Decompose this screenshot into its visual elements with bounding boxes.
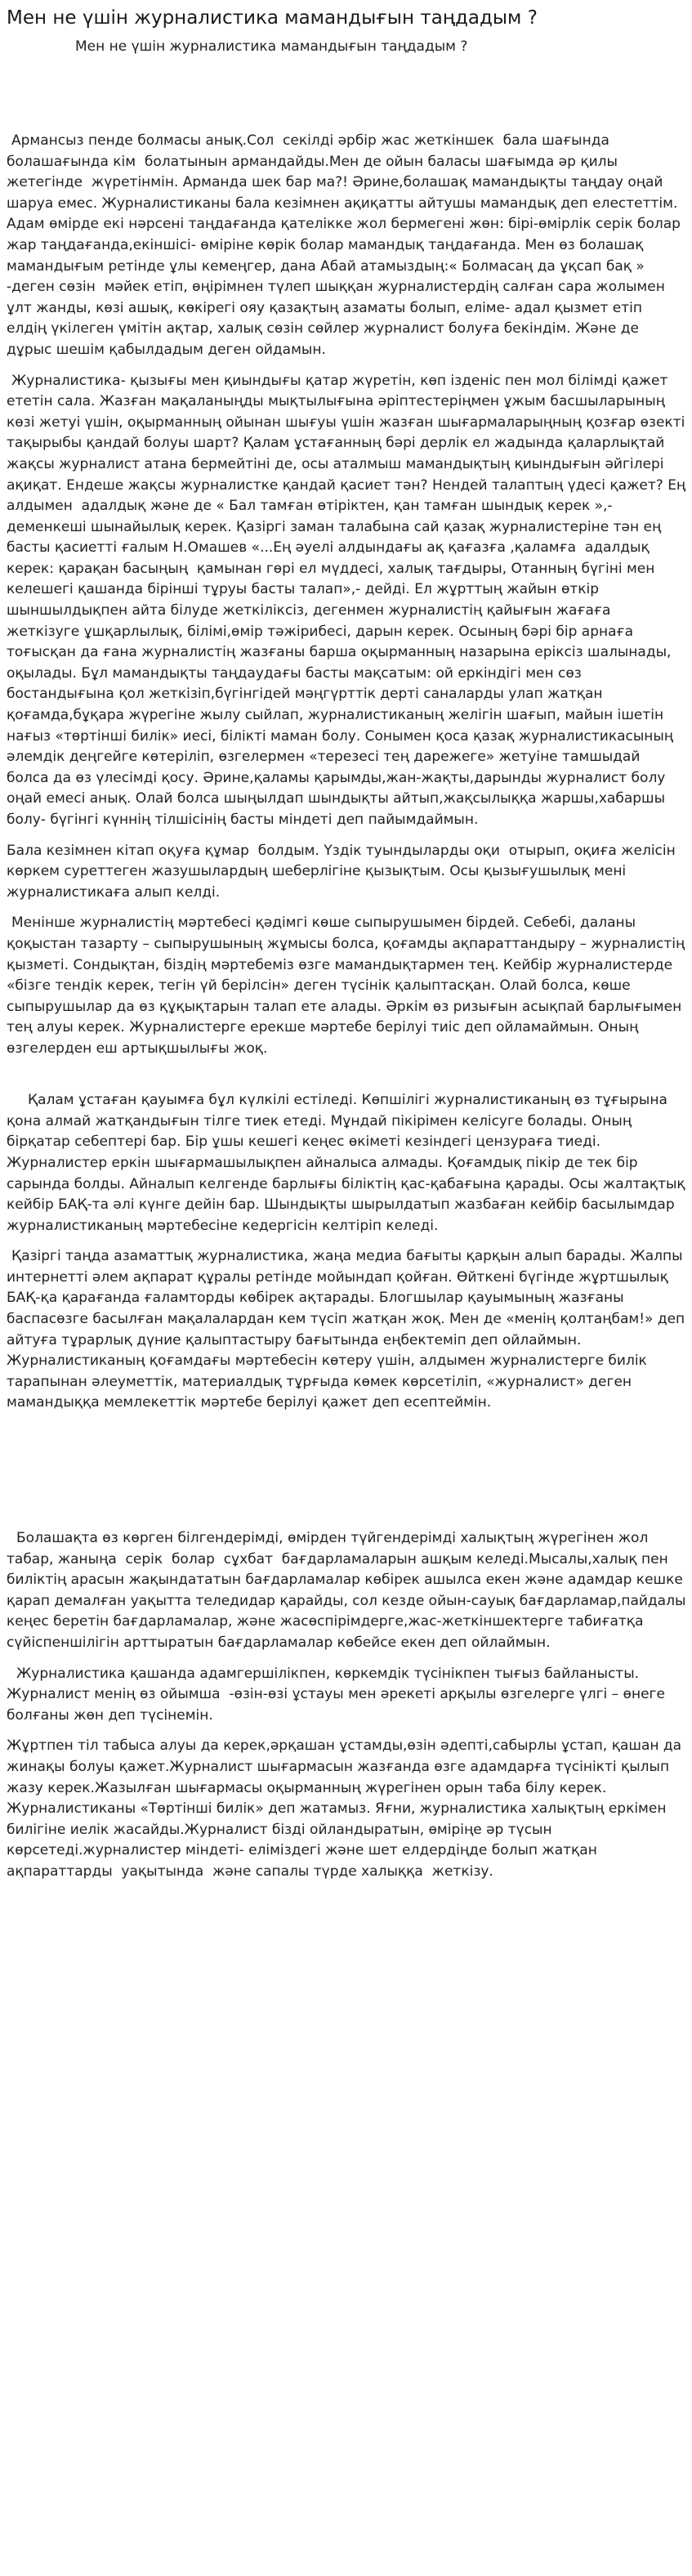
page-title: Мен не үшін журналистика мамандығын таңдадым ? <box>7 7 538 29</box>
paragraph: Қазіргі таңда азаматтық журналистика, жаңа медиа бағыты қарқын алып барады. Жалпы интернетті әлем ақпарат құралы ретінде мойындап қойған. Өйткені бүгінде жұртшылық БАҚ-қа қарағанда ғаламторды көбірек ақтарады. Блогшылар қауымының жазғаны баспасөзге басылған мақалалардан кем түсіп жатқан жоқ. Мен де «менің қолтаңбам!» деп айтуға тұрарлық дүние қалыптастыру бағытында еңбектеміп деп ойлаймын. Журналистиканың қоғамдағы мәртебесін көтеру үшін, алдымен журналистерге билік тарапынан әлеуметтік, материалдық тұрғыда көмек көрсетіліп, «журналист» деген мамандыққа мемлекеттік мәртебе берілуі қажет деп есептеймін. <box>7 1248 690 1411</box>
empty-paragraph <box>7 1465 686 1487</box>
paragraph: Қалам ұстаған қауымға бұл күлкілі естіледі. Көпшілігі журналистиканың өз тұғырына қона алмай жатқандығын тілге тиек етеді. Мұндай пікірімен келісуге болады. Оның бірқатар себептері бар. Бір ұшы кешегі кеңес өкіметі кезіндегі цензураға тиеді. Журналистер еркін шығармашылықпен айналыса алмады. Қоғамдық пікір де тек бір сарында болды. Айналып келгенде барлығы біліктің қас-қабағына қарады. Осы жалтақтық кейбір БАҚ-та әлі күнге дейін бар. Шындықты шырылдатып жазбаған кейбір басылымдар журналистиканың мәртебесіне кедергісін келтіріп келеді. <box>7 1092 690 1234</box>
article-body <box>7 131 691 1893</box>
empty-paragraph <box>7 1424 686 1445</box>
paragraph: Болашақта өз көрген білгендерімді, өмірден түйгендерімді халықтың жүрегінен жол табар, жаныңа серік болар сұхбат бағдарламаларын ашқым келеді.Мысалы,халық пен биліктің арасын жақындататын бағдарламалар көбірек ашылса екен және адамдар кешке қарап демалған уақытта теледидар қарайды, сол кезде ойын-сауық бағдарламар,пайдалы кеңес беретін бағдарламалар, және жасөспірімдерге,жас-жеткіншектерге табиғатқа сүйіспеншілігін арттыратын бағдарламалар көбейсе екен деп ойлаймын. <box>7 1530 690 1651</box>
paragraph: Менінше журналистің мәртебесі қәдімгі көше сыпырушымен бірдей. Себебі, даланы қоқыстан тазарту – сыпырушының жұмысы болса, қоғамды ақпараттандыру – журналистің қызметі. Сондықтан, біздің мәртебеміз өзге мамандықтармен тең. Кейбір журналистерде «бізге тендік керек, тегін үй берілсін» деген түсінік қалыптасқан. Олай болса, көше сыпырушылар да өз құқықтарын талап ете алады. Әркім өз ризығын асықпай барлығымен тең алуы керек. Журналистерге ерекше мәртебе берілуі тиіс деп ойламаймын. Оның өзгелерден еш артықшылығы жоқ. <box>7 915 690 1057</box>
paragraph: Журналистика- қызығы мен қиындығы қатар жүретін, көп ізденіс пен мол білімді қажет ететін сала. Жазған мақаланыңды мықтылығына әріптестеріңмен ұжым басшыларының көзі жетуі үшін, оқырманның ойынан шығуы үшін жазған шығармаларыңның қозғар өзекті тақырыбы қандай болуы шарт? Қалам ұстағанның бәрі дерлік ел жадында қаларлықтай жақсы журналист атана бермейтіні де, осы аталмыш мамандықтың қиындығын әйгілері ақиқат. Ендеше жақсы журналистке қандай қасиет тән? Нендей талаптың үдесі қажет? Ең алдымен адалдық және де « Бал тамған өтіріктен, қан тамған шындық керек »,- деменкеші шынайылық керек. Қазіргі заман талабына сай қазақ журналистеріне тән ең басты қасиетті ғалым Н.Омашев «...Ең әуелі алдындағы ақ қағазға ,қаламға адалдық керек: қарақан басыңың қамынан гөрі ел мүддесі, халық тағдыры, Отанның бүгіні мен келешегі қашанда бірінші тұруы басты талап»,- дейді. Ел жұрттың жайын өткір шыншылдықпен айта білуде жеткіліксіз, дегенмен журналистің қайығын жағаға жеткізуге ұшқарлылық, білімі,өмір тәжірибесі, дарын керек. Осының бәрі бір арнаға тоғысқан да ғана журналистің жазғаны барша оқырманның назарына еріксіз шалынады, оқылады. Бұл мамандықты таңдаудағы басты мақсатым: ой еркіндігі мен сөз бостандығына қол жеткізіп,бүгінгідей мәңгүрттік дерті саналарды улап жатқан қоғамда,бұқара жүрегіне жылу сыйлап, журналистиканың желігін шағып, майын ішетін нағыз «төртінші билік» иесі, біліктi маман болу. Сонымен қоса қазақ журналистикасының әлемдік деңгейге көтеріліп, өзгелермен «терезесі тең дарежеге» жетуіне тамшыдай болса да өз үлесімді қосу. Әрине,қаламы қарымды,жан-жақты,дарынды журналист болу оңай емесі анық. Олай болса шыңылдап шындықты айтып,жақсылыққа жаршы,хабаршы болу- бүгінгі күннің тілшісінің басты міндеті деп пайымдаймын. <box>7 372 690 828</box>
empty-paragraph <box>7 1445 686 1466</box>
empty-paragraph <box>7 1507 686 1528</box>
page-subtitle: Мен не үшін журналистика мамандығын таңдадым ? <box>75 38 468 55</box>
paragraph: Журналистика қашанда адамгершілікпен, көркемдік түсінікпен тығыз байланысты. Журналист менің өз ойымша -өзін-өзі ұстауы мен әрекеті арқылы өзгелерге үлгі – өнеге болғаны жөн деп түсінемін. <box>7 1665 670 1724</box>
paragraph: Армансыз пенде болмасы анық.Сол секілді әрбір жас жеткіншек бала шағында болашағында кім болатынын армандайды.Мен де ойын баласы шағымда әр қилы жетегінде жүретінмін. Арманда шек бар ма?! Әрине,болашақ мамандықты таңдау оңай шаруа емес. Журналистиканы бала кезімнен ақиқатты айтушы мамандық деп елестеттім. Адам өмірде екі нәрсені таңдағанда қателікке жол бермегені жөн: бірі-өмірлік серік болар жар таңдағанда,екіншісі- өміріне көрік болар мамандық таңдағанда. Мен өз болашақ мамандығым ретінде ұлы кемеңгер, дана Абай атамыздың:« Болмасаң да ұқсап бақ » -деген сөзін мәйек етіп, өңірімнен түлеп шыққан журналистердің салған сара жолымен ұлт жанды, көзі ашық, көкірегі ояу қазақтың азаматы болып, еліме- адал қызмет етіп елдің үкілеген үмітін ақтар, халық сөзін сөйлер журналист болуға бекіндім. Және де дұрыс шешім қабылдадым деген ойдамын. <box>7 132 691 358</box>
paragraph: Жұртпен тіл табыса алуы да керек,әрқашан ұстамды,өзін әдепті,сабырлы ұстап, қашан да жинақы болуы қажет.Журналист шығармасын жазғанда өзге адамдарға түсінікті қылып жазу керек.Жазылған шығармасы оқырманның жүрегінен орын таба білу керек. Журналистиканы «Төртінші билік» деп жатамыз. Яғни, журналистика халықтың еркімен билігіне иелік жасайды.Журналист бізді ойландыратын, өміріңе әр түсын көрсетеді.журналистер міндеті- еліміздегі және шет елдердіңде болып жатқан ақпараттарды уақытында және сапалы түрде халыққа жеткізу. <box>7 1737 686 1880</box>
empty-paragraph <box>7 1070 686 1091</box>
empty-paragraph <box>7 1487 686 1508</box>
paragraph: Бала кезімнен кітап оқуға құмар болдым. Үздік туындыларды оқи отырып, оқиға желісін көркем суреттеген жазушылардың шеберлігіне қызықтым. Осы қызығушылық мені журналистикаға алып келді. <box>7 842 681 901</box>
